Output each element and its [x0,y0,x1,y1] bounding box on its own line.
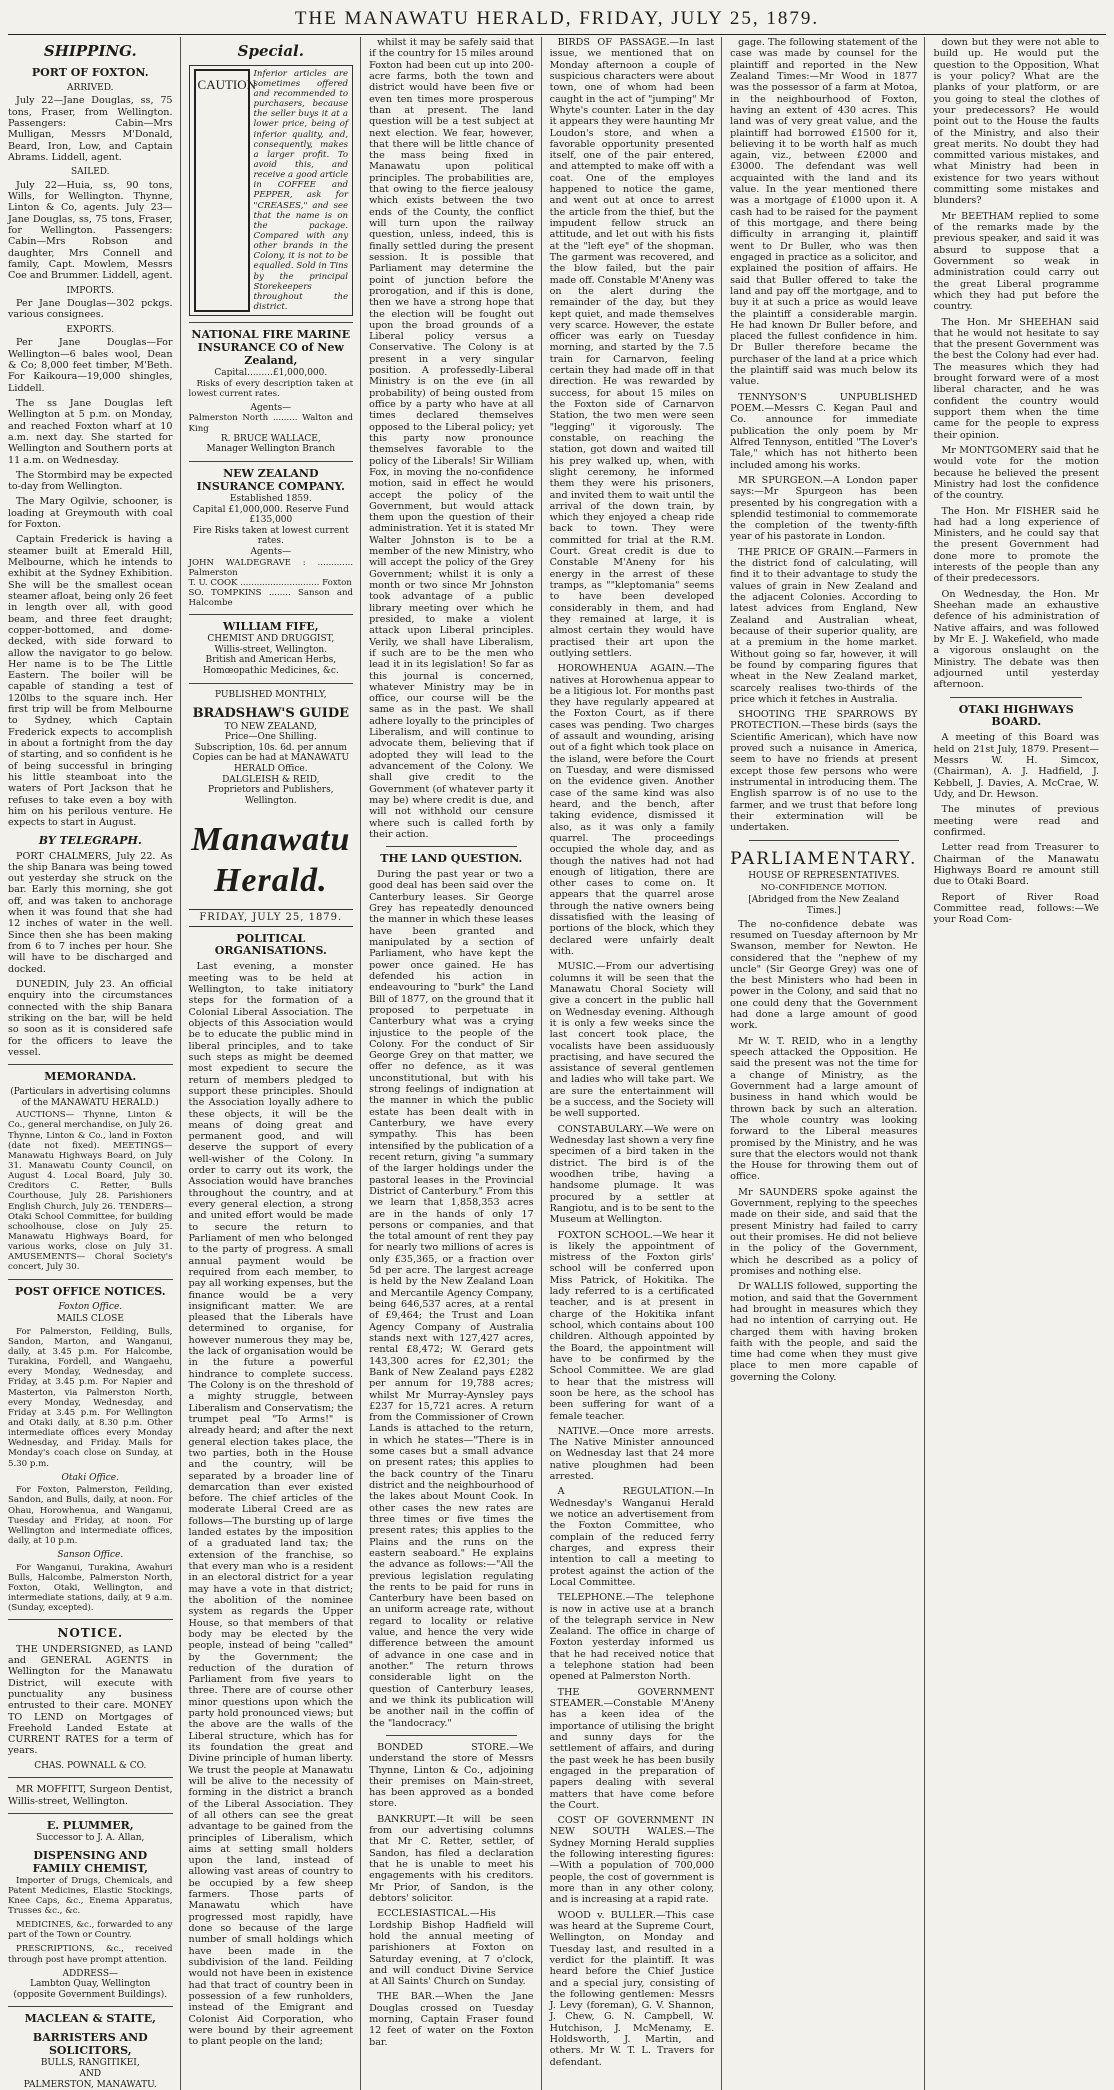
divider [8,1777,173,1778]
notice-text: THE UNDERSIGNED, as LAND and GENERAL AGENTS in Wellington for the Manawatu District, will execute with punctuality any business entrusted to their care. MONEY TO LEND on Mortgages of Freehold Landed Estate at CURRENT RATES for a term of years. [8,1643,173,1757]
caution-ad [189,65,354,316]
news-item: TELEPHONE.—The telephone is now in active use at a branch of the telegraph service in New Zealand. The office in charge of Foxton yesterday informed us that he had received notice that a telephone station had been opened at Palmerston North. [549,1592,715,1683]
nz-insurance-title: NEW ZEALAND INSURANCE COMPANY. [196,466,345,493]
newspaper-flag: Manawatu Herald. [191,821,351,899]
barristers-title: BARRISTERS AND SOLICITORS, [32,2031,148,2058]
foxton-mails-text: For Palmerston, Feilding, Bulls, Sandon, Marton, and Wanganui, daily, at 3.45 p.m. For Halcombe, Turakina, Fordell, and Wangaehu, every Monday, Wednesday, and Friday, at 3.45 p.m. For Napier and Masterton, via Palmerston North, every Monday, Wednesday, and Friday at 3.45 p.m. For Wellington and Otaki daily, at 8.30 p.m. Other intermediate offices every Monday Wednesday, and Friday. Mails for Monday's coach close on Sunday, at 5.30 p.m. [8,1326,173,1469]
national-insurance-agents: Agents— [250,402,292,413]
news-item: BIRDS OF PASSAGE.—In last issue, we mentioned that on Monday afternoon a couple of suspicious characters were about town, one of whom had been caught in the act of "jumping" Mr Whyte's counter. Later in the day it appears they were haunting Mr Loudon's store, and when a favorable opportunity presented itself, one of the pair entered, and attempted to make off with a coat. One of the employes happened to notice the game, and went out at once to arrest the article from the thief, but the impudent fellow struck an attitude, and let out with his fists at the "left eye" of the shopman. The garment was recovered, and the blow failed, but the pair made off. Constable M'Aneny was on the alert during the remainder of the day, but they kept quiet, and made themselves very scarce. However, the estate officer was early on Tuesday morning, and started by the 7.5 train for Carnarvon, feeling certain they had made off in that direction. He was rewarded by success, for about 15 miles on the Foxton side of Carnarvon Station, the two men were seen "legging" it vigorously. The constable, on reaching the station, got down and waited till his prey walked up, when, with slight ceremony, he informed them they were his prisoners, and invited them to wait until the arrival of the down train, by which they enjoyed a cheap ride back to town. They were committed for trial at the R.M. Court. Great credit is due to Constable M'Aneny for his energy in the arrest of these tramps, as ""kleptomania" seems to have been developed considerably in them, and had they remained at large, it is almost certain they would have practised their art upon the outlying settlers. [549,37,715,659]
national-insurance-manager: R. BRUCE WALLACE, [220,433,321,444]
notice-signature: CHAS. POWNALL & CO. [34,1760,147,1771]
divider [189,461,354,462]
telegraph-item: DUNEDIN, July 23. An official enquiry into the circumstances connected with the ship Banara striking on the bar, will be held so soon as it is considered safe for the officers to leave the vessel. [8,978,173,1058]
news-item: NATIVE.—Once more arrests. The Native Minister announced on Wednesday last that 24 more native ploughmen had been arrested. [549,1425,715,1483]
news-item: FOXTON SCHOOL.—We hear it is likely the appointment of mistress of the Foxton girls' school will be conferred upon Miss Patrick, of Hokitika. The lady referred to is a certificated teacher, and is at present in charge of the Hokitika infant school, which contains about 100 children. Although appointed by the Board, the appointment will have to be confirmed by the School Committee. We are glad to hear that the mistress will soon be here, as the school has been suffering for want of a female teacher. [549,1229,715,1422]
otaki-board-report: Report of River Road Committee read, follows:—We your Road Com- [933,891,1099,926]
nz-insurance-established: Established 1859. [229,493,312,504]
columns [8,37,1106,2090]
chemist-title: CHEMIST AND DRUGGIST, [207,634,335,645]
parliamentary-report-continued: The Hon. Mr FISHER said he had had a long experience of Ministers, and he could say that the present Government had done more to promote the interests of the people than any of their predecessors. [933,505,1099,585]
parliamentary-report-continued: Mr MONTGOMERY said that he would vote for the motion because he believed the present Ministry had lost the confidence of the country. [933,444,1099,502]
telegraph-heading: BY TELEGRAPH. [38,833,142,847]
parliamentary-heading: PARLIAMENTARY. [730,848,918,869]
special-heading: Special. [237,42,304,60]
house-heading: HOUSE OF REPRESENTATIVES. [748,870,900,881]
imports-heading: IMPORTS. [66,285,115,296]
news-item: THE GOVERNMENT STEAMER.—Constable M'Aneny has a keen idea of the importance of utilising the bright and sunny days for the settlement of affairs, and during the past week he has been busily engaged in the preparation of papers dealing with several matters that have come before the Court. [549,1686,715,1811]
plummer-body: Importer of Drugs, Chemicals, and Patent Medicines, Elastic Stockings, Knee Caps, &c., Enema Apparatus, Trusses &c., &c. [8,1875,173,1916]
sanson-mails-text: For Wanganui, Turakina, Awahuri Bulls, Halcombe, Palmerston North, Foxton, Otaki, Wellington, and intermediate stations, daily, at 9 a.m. (Sunday, excepted). [8,1562,173,1614]
memoranda-sub: (Particulars in advertising columns of the MANAWATU HERALD.) [10,1087,171,1108]
column-3 [369,37,542,2090]
news-item: HOROWHENUA AGAIN.—The natives at Horowhenua appear to be a litigious lot. For months past they have regularly appeared at the Foxton Court, as if there cases was pending. Two charges of assault and wounding, arising out of a fight which took place on the island, were before the Court on Tuesday, and were dismissed on the evidence given. Another case of the same kind was also heard, and the bench, after taking evidence, dismissed it also, as it was only a family quarrel. The proceedings occupied the whole day, and as though the natives had not had enough of litigation, there are other cases to come on. It appears that the quarrel arose through the native owners being dissatisfied with the leasing of portions of the block, which they declared were unfairly dealt with. [549,663,715,957]
news-item: THE PRICE OF GRAIN.—Farmers in the district fond of calculating, will find it to their advantage to study the values of grain in New Zealand and the adjacent Colonies. According to latest advices from England, New Zealand and Australian wheat, because of their superior quality, are at a premium in the home market. Without going so far, however, it will be found by comparing figures that wheat in the New Zealand market, scarcely realises two-thirds of the price which it fetches in Australia. [730,546,918,705]
news-item: gage. The following statement of the case was made by counsel for the plaintiff and reported in the New Zealand Times:—Mr Wood in 1877 was the possessor of a farm at Motoa, in the neighbourhood of Foxton, having an extent of 430 acres. This land was of very great value, and the plaintiff had borrowed £1500 for it, believing it to be worth half as much again, viz., between £2000 and £3000. The defendant was well acquainted with the land and its value. In the year mentioned there was a mortgage of £1000 upon it. A cash had to be raised for the payment of this mortgage, and there being difficulty in arranging it, plaintiff went to Dr Buller, who was then engaged in practice as a solicitor, and explained the position of affairs. He said that Buller offered to take the land and pay off the mortgage, and to buy it at such a price as would leave the plaintiff a considerable margin. He had known Dr Buller before, and placed the fullest confidence in him. Dr Buller therefore became the purchaser of the land at a price which the plaintiff said was much below its value. [730,37,918,388]
column-5 [730,37,925,2090]
national-insurance-title: NATIONAL FIRE MARINE INSURANCE CO of New Zealand, [191,328,351,367]
moffitt-ad: MR MOFFITT, Surgeon Dentist, Willis-street, Wellington. [8,1784,173,1807]
divider [386,1735,518,1736]
exports-heading: EXPORTS. [66,324,115,335]
otaki-board-report: Letter read from Treasurer to Chairman of the Manawatu Highways Board re amount still due to Otaki Board. [933,842,1099,888]
news-item: SHOOTING THE SPARROWS BY PROTECTION.—These birds (says the Scientific American), which have now proved such a nuisance in America, seem to have no friends at present except those few persons who were instrumental in introducing them. The English sparrow is of no use to the farmer, and we trust that before long their extermination will be undertaken. [730,709,918,834]
post-office-heading: POST OFFICE NOTICES. [14,1284,166,1298]
political-article: Last evening, a monster meeting was to be held at Wellington, to take initiatory steps for the formation of a Colonial Liberal Association. The objects of this Association would be to educate the public mind in liberal principles, and to take such steps as might be deemed most expedient to secure the return of members pledged to support these principles. Should the Association loyally adhere to these objects, it will be the means of doing great and permanent good, and will deserve the support of every well-wisher of the Colony. In order to carry out its work, the Association would have branches throughout the country, and at every general election, a strong and united effort would be made to secure the return to Parliament of men who belonged to the party of progress. A small annual payment would be required from each member, to pay all working expenses, but the finance would be a very insignificant matter. We are pleased that the Liberals have determined to organise, for however numerous they may be, the lack of organisation would be in the future a powerful hindrance to complete success. The Colony is on the threshold of a mighty struggle, between Liberalism and Conservatism; the trumpet peal "To Arms!" is already heard; and after the next general election takes place, the two parties, both in the House and the country, will be separated by a broader line of demarcation than ever existed before. The chief articles of the moderate Liberal Creed are as follows—The bursting up of large landed estates by the imposition of a graduated land tax; the extension of the franchise, so that every man who is a resident in an electoral district for a year may have a vote in that district; the abolition of the nominee system as regards the Upper House, so that members of that body may be elected by the people, instead of being "called" by the Government; the reduction of the duration of Parliament from five years to three. There are of course other minor questions upon which the party hold pronounced views; but the above are the walls of the Liberal structure, which has for its foundation the great and Divine principle of human liberty. We trust the people at Manawatu will be alive to the necessity of forming in the district a branch of the Liberal Association. They of all others can see the great advantage to be gained from the principles of Liberalism, which aims at setting small holders upon the land, instead of allowing vast areas of country to be occupied by a few sheep farmers. Those parts of Manawatu which have progressed most rapidly, have done so because of the large number of small holdings which have been made in the subdivision of the land. Feilding would not have been in existence had that tract of country been in possession of a few runholders, instead of the Emigrant and Colonist Aid Corporation, who were bound by their agreement to plant people on the land; [188,961,354,2048]
political-article-continued: whilst it may be safely said that if the country for 15 miles around Foxton had been cut up into 200-acre farms, both the town and district would have been five or even ten times more prosperous than at present. The land question will be a test subject at next election. We fear, however, that there will be little chance of the mass being fixed in Manawatu upon political principles. The probabilities are, that owing to the fierce jealousy which exists between the two ends of the County, the conflict will turn upon the railway question, unless, indeed, this is finally settled during the present session. It is possible that Parliament may determine the point of junction before the prorogation, and if this is done, then we have a strong hope that the election will be fought out upon the broad grounds of a Liberal policy versus a Conservative. The Colony is at present in a very singular position. A professedly-Liberal Ministry is on the eve (in all probability) of being ousted from office by a party who have at all times declared themselves opposed to the Liberal policy; yet this party now pronounce themselves favorable to the policy of the Liberals! Sir William Fox, in moving the no-confidence motion, said in effect he would accept the policy of the Government, but would attack them upon the question of their administration. Yet it is stated Mr Walter Johnston is to be a member of the new Ministry, who will accept the policy of the Grey Government; whilst it is only a month or two since Mr Johnston took advantage of a public library meeting over which he presided, to make a violent attack upon Liberal principles. Verily, we shall have Liberalism, if such are to be the men who lead it in its legislation! So far as this journal is concerned, whatever Ministry may be in office, our course will be the same as in the past. We shall adhere loyally to the principles of Liberalism, and will continue to advocate them, believing that if adopted they will lead to the advancement of the Colony. We shall give credit to the Government (of whatever party it may be) where credit is due, and will not withhold our censure where such is called forth by their action. [369,37,534,840]
divider [8,1279,173,1280]
column-2 [189,37,362,2090]
arrived-text: July 22—Jane Douglas, ss, 75 tons, Fraser, from Wellington. Passengers: Cabin—Mrs Mulligan, Messrs M'Donald, Beard, Iron, Low, and Captain Abrams. Liddell, agent. [8,95,173,163]
news-item-ecclesiastical: ECCLESIASTICAL.—His Lordship Bishop Hadfield will hold the annual meeting of parishioners at Foxton on Saturday evening, at 7 o'clock, and will conduct Divine Service at All Saints' Church on Sunday. [369,1908,534,1988]
masthead: THE MANAWATU HERALD, FRIDAY, JULY 25, 1879. [294,8,820,29]
shipping-heading: SHIPPING. [43,42,137,60]
bradshaw-price: Price—One Shilling. [224,732,317,743]
political-heading: POLITICAL ORGANISATIONS. [214,931,327,958]
national-insurance-capital: Capital.........£1,000,000. [214,367,328,378]
divider [8,1064,173,1065]
news-item-bankrupt: BANKRUPT.—It will be seen from our advertising columns that Mr C. Retter, settler, of Sandon, has filed a declaration that he is unable to meet his engagements with his creditors. Mr Prior, of Sandon, is the debtors' solicitor. [369,1813,534,1904]
notice-heading: NOTICE. [57,1626,124,1641]
nz-insurance-capital: Capital £1,000,000. Reserve Fund £135,000 [192,504,349,526]
news-item-bar: THE BAR.—When the Jane Douglas crossed on Tuesday morning, Captain Fraser found 12 feet of water on the Foxton bar. [369,1991,534,2048]
column-6 [933,37,1106,2090]
otaki-office-heading: Otaki Office. [61,1472,119,1483]
divider [749,840,899,841]
foxton-office-heading: Foxton Office. [58,1301,123,1312]
plummer-title: DISPENSING AND FAMILY CHEMIST, [32,1848,148,1875]
bradshaw-publishers-location: Proprietors and Publishers, Wellington. [208,785,334,806]
parliamentary-report-continued: Mr BEETHAM replied to some of the remarks made by the previous speaker, and said it was absurd to suppose that a Government so weak in administration could carry out the great Liberal programme which they had put before the country. [933,210,1099,313]
nz-insurance-agent: T. U. COOK ............................. Foxton [188,577,352,588]
maclean-name: MACLEAN & STAITE, [24,2012,156,2026]
news-item: WOOD v. BULLER.—This case was heard at the Supreme Court, Wellington, on Monday and Tuesday last, and resulted in a verdict for the plaintiff. It was heard before the Chief Justice and a special jury, consisting of the following gentlemen: Messrs J. Levy (foreman), G. V. Shannon, J. Chew, G. N. Campbell, W. Hutchison, J. McMenamy, E. Holdsworth, J. Martin, and others. Mr W. T. L. Travers for defendant. [549,1909,715,2068]
plummer-address: Lambton Quay, Wellington (opposite Government Buildings). [13,1979,168,2000]
shipping-paragraph: Captain Frederick is having a steamer built at Emerald Hill, Melbourne, which he intends to exhibit at the Sydney Exhibition. She will be the smallest ocean steamer afloat, being only 26 feet in length over all, with good beam, and three feet draught; copper-bottomed, and dome-decked, with side forward to allow the navigator to go below. Her name is to be The Little Eastern. The boiler will be capable of standing a test of 120lbs to the square inch. Her first trip will be from Melbourne to Sydney, which Captain Frederick expects to accomplish in about a fortnight from the day of starting, and so confident is he of being successful in bringing his little steamboat into the waters of Port Jackson that he refuses to take even a boy with him on his perilous venture. He expects to start in August. [8,534,173,829]
bradshaw-published: PUBLISHED MONTHLY, [214,689,327,700]
abridged-note: [Abridged from the New Zealand Times.] [748,895,900,916]
news-item: MR SPURGEON.—A London paper says:—Mr Spurgeon has been presented by his congregation with a splendid testimonial to commemorate the completion of the twenty-fifth year of his pastorate in London. [730,474,918,543]
otaki-board-report: A meeting of this Board was held on 21st July, 1879. Present—Messrs W. H. Simcox, (Chairman), A. J. Hadfield, J. Kebbell, J. Davies, A. McCrae, W. Udy, and Dr. Hewson. [933,732,1099,800]
plummer-medicines: MEDICINES, &c., forwarded to any part of the Town or Country. [8,1920,173,1941]
news-item: COST OF GOVERNMENT IN NEW SOUTH WALES.—The Sydney Morning Herald supplies the following interesting figures:—With a population of 700,000 people, the cost of government is more than in any other colony, and is increasing at a rapid rate. [549,1815,715,1906]
news-item: MUSIC.—From our advertising columns it will be seen that the Manawatu Choral Society will give a concert in the public hall on Wednesday evening. Although it is only a few weeks since the last concert took place, the vocalists have been assiduously practising, and have secured the assistance of several gentlemen and ladies who will take part. We are sure the entertainment will be a success, and the Society will be well supported. [549,961,715,1120]
nz-insurance-agents: Agents— [250,546,292,557]
caution-text: Inferior articles are sometimes offered and recommended to purchasers, because the seller buys it at a lower price, being of inferior quality, and, consequently, makes a larger profit. To avoid this, and receive a good article in COFFEE and PEPPER, ask for "CREASES," and see that the name is on the package. Compared with any other brands in the Colony, it is not to be equalled. Sold in Tins by the principal Storekeepers throughout the district. [253,68,349,312]
bradshaw-title: BRADSHAW'S GUIDE [192,706,350,722]
issue-date: FRIDAY, JULY 25, 1879. [189,909,354,927]
land-question-article: During the past year or two a good deal has been said over the Canterbury leases. Sir George Grey has repeatedly denounced the manner in which these leases have been granted and manipulated by a section of Parliament, who have kept the power once gained. He has defended his action in endeavouring to "burk" the Land Bill of 1877, on the ground that it proposed to perpetuate in Canterbury what was a crying injustice to the people of the Colony. For the conduct of Sir George Grey on that matter, we offer no defence, as it was unconstitutional, but with his strong feelings of indignation at the manner in which the public estate has been dealt with in Canterbury, we have every sympathy. This has been intensified by the publication of a recent return, giving "a summary of the larger holdings under the pastoral leases in the Provincial District of Canterbury." From this we learn that 1,858,353 acres are in the hands of only 17 persons or companies, and that the total amount of rent they pay for nearly two millions of acres is only £35,365, or a fraction over 5d per acre. The largest acreage is held by the New Zealand Loan and Mercantile Agency Company, being 646,537 acres, at a rental of £9,464; the Trust and Loan Agency Company of Australia stands next with 127,427 acres, rental £8,472; W. Gerard gets 143,300 acres for £2,301; the Bank of New Zealand pays £282 per annum for 19,788 acres; whilst Mr Murray-Aynsley pays £237 for 15,721 acres. A return from the Commissioner of Crown Lands is attached to the return, in which he states—"There is in some cases but a small advance on present rates; this applies to the back country of the Tinaru district and the neighbourhood of the lakes about Mount Cook. In other cases the new rates are three times or five times the present rates; this applies to the Plains and the runs on the eastern seaboard." He explains the advance as follows:—"All the previous legislation regulating the rents to be paid for runs in Canterbury have been based on an uniform acreage rate, without regard to locality or relative value, and hence the very wide difference between the amount of advance in one case and in another." The return throws considerable light on the question of Canterbury leases, and we think its publication will be another nail in the coffin of the "landocracy." [369,869,534,1729]
divider [8,1813,173,1814]
divider [8,2006,173,2007]
palmerston-line: PALMERSTON, MANAWATU. [23,2079,157,2090]
parliamentary-report: Mr W. T. REID, who in a lengthy speech attacked the Opposition. He said the present was not the time for a change of Ministry, as the Government had a large amount of business in hand which would be thrown back by such an alteration. The whole country was looking forward to the Liberal measures promised by the Ministry, and he was sure that the electors would not thank the House for throwing them out of office. [730,1035,918,1183]
news-item-bonded-store: BONDED STORE.—We understand the store of Messrs Thynne, Linton & Co., adjoining their premises on Main-street, has been approved as a bonded store. [369,1741,534,1810]
nz-insurance-body: Fire Risks taken at lowest current rates. [192,525,349,547]
bradshaw-publishers: DALGLEISH & REID, [222,774,320,785]
exports-text: Per Jane Douglas—For Wellington—6 bales wool, Dean & Co; 8,000 feet timber, M'Beth. For Kaikoura—19,000 shingles, Liddell. [8,337,173,394]
shipping-paragraph: The Mary Ogilvie, schooner, is loading at Greymouth with coal for Foxton. [8,496,173,531]
divider [189,322,354,323]
otaki-mails-text: For Foxton, Palmerston, Feilding, Sandon, and Bulls, daily, at noon. For Ohau, Horowhenua, and Wanganui, Tuesday and Friday, at noon. For Wellington and intermediate offices, daily, at 10 p.m. [8,1485,173,1547]
national-insurance-body: Risks of every description taken at lowest current rates. [188,378,354,399]
nz-insurance-agent: JOHN WALDEGRAVE : ............. Palmerston [188,557,354,578]
land-question-heading: THE LAND QUESTION. [380,852,523,866]
plummer-name: E. PLUMMER, [46,1819,134,1832]
plummer-address-heading: ADDRESS— [62,1968,118,1979]
memoranda-heading: MEMORANDA. [44,1070,137,1084]
otaki-board-report: The minutes of previous meeting were read and confirmed. [933,804,1099,838]
parliamentary-report: The no-confidence debate was resumed on Tuesday afternoon by Mr Swanson, member for Newton. He considered that the "nephew of my uncle" (Sir George Grey) was one of the best Ministers who had been in power in the Colony, and said that no one could deny that the Government had done a large amount of good work. [730,918,918,1032]
parliamentary-report: Mr SAUNDERS spoke against the Government, replying to the speeches made on their side, and said that the present Ministry had failed to carry out their promises. He did not believe in the policy of the Government, which he described as a policy of promises and nothing else. [730,1186,918,1277]
bradshaw-sub: TO NEW ZEALAND, [224,721,317,732]
parliamentary-report: Dr WALLIS followed, supporting the motion, and said that the Government had brought in measures which they had no intention of carrying out. He charged them with having broken faith with the people, and said the time had come when they must give place to men more capable of governing the Colony. [730,1281,918,1383]
divider [189,614,354,615]
chemist-goods: British and American Herbs, Homœopathic Medicines, &c. [202,655,339,677]
parliamentary-report-continued: down but they were not able to build up. He would put the question to the Opposition, What is your policy? What are the planks of your platform, or are you going to steal the clothes of your predecessors? He would point out to the House the faults of the Ministry, and also their great merits. No doubt they had committed various mistakes, and what Ministry had been in existence for two years without committing some mistakes and blunders? [933,37,1099,207]
and-line: AND [79,2068,102,2079]
memoranda-text: AUCTIONS— Thynne, Linton & Co., general merchandise, on July 26. Thynne, Linton & Co., land in Foxton (date not fixed). MEETINGS— Manawatu Highways Board, on July 31. Manawatu County Council, on August 4. Local Board, July 30. Creditors C. Retter, Bulls Courthouse, July 28. Parishioners English Church, July 26. TENDERS— Otaki School Committee, for building schoolhouse, close on July 25. Manawatu Highways Board, for various works, close on July 31. AMUSEMENTS— Choral Society's concert, July 30. [8,1110,173,1273]
national-insurance-agent: Palmerston North ......... Walton and King [188,413,354,434]
column-4 [550,37,723,2090]
telegraph-item: PORT CHALMERS, July 22. As the ship Banara was being towed out yesterday she struck on the bar. Early this morning, she got off, and was taken to anchorage when it was found that she had 12 inches of water in the well. Since then she has been making from 6 to 7 inches per hour. She will have to be discharged and docked. [8,850,173,975]
otaki-board-heading: OTAKI HIGHWAYS BOARD. [958,702,1074,729]
caution-mark: CAUTION [194,69,250,312]
national-insurance-branch: Manager Wellington Branch [206,444,336,455]
parliamentary-report-continued: On Wednesday, the Hon. Mr Sheehan made an exhaustive defence of his administration of Native affairs, and was followed by Mr E. J. Wakefield, who made a vigorous onslaught on the Ministry. The debate was then adjourned until yesterday afternoon. [933,588,1099,691]
shipping-paragraph: The Stormbird may be expected to-day from Wellington. [8,469,173,493]
nz-insurance-agent: SO. TOMPKINS ........ Sanson and Halcombe [188,587,354,609]
sanson-office-heading: Sanson Office. [57,1550,124,1561]
bulls-line: BULLS, RANGITIKEI, [40,2058,140,2069]
divider [950,697,1082,698]
sailed-heading: SAILED. [71,167,110,178]
sailed-text: July 22—Huia, ss, 90 tons, Wills, for Wellington. Thynne, Linton & Co, agents. July 23—Jane Douglas, ss, 75 tons, Fraser, for Wellington. Passengers: Cabin—Mrs Robson and daughter, Mrs Connell and family, Capt. Mowlem, Messrs Coe and Brummer. Liddell, agent. [8,179,173,282]
news-item: TENNYSON'S UNPUBLISHED POEM.—Messrs C. Kegan Paul and Co. announce for immediate publication the only poem by Mr Alfred Tennyson, entitled "The Lover's Tale," which has not hitherto been included among his works. [730,391,918,471]
plummer-successor: Successor to J. A. Allan, [36,1832,145,1843]
news-item: A REGULATION.—In Wednesday's Wanganui Herald we notice an advertisement from the Foxton Committee, who complain of the reduced ferry charges, and express their intention to call a meeting to protest against the action of the Local Committee. [549,1486,715,1588]
divider [386,846,518,847]
chemist-name: WILLIAM FIFE, [222,620,319,634]
news-item: CONSTABULARY.—We were on Wednesday last shown a very fine specimen of a bird taken in the district. The bird is of the woodhen tribe, having a handsome plumage. It was procured by a settler at Rangiotu, and is to be sent to the Museum at Wellington. [549,1123,715,1226]
parliamentary-report-continued: The Hon. Mr SHEEHAN said that he would not hesitate to say that the present Government was the best the Colony had ever had. The measures which they had brought forward were of a most liberal character, and he was confident the country would support them when the time came for the people to express their opinion. [933,316,1099,441]
port-heading: PORT OF FOXTON. [31,65,149,79]
bradshaw-subscription: Subscription, 10s. 6d. per annum [194,742,347,753]
mails-close-heading: MAILS CLOSE [56,1314,124,1325]
divider [189,683,354,684]
arrived-heading: ARRIVED. [67,82,114,93]
masthead-rule [8,34,1106,35]
column-1 [8,37,181,2090]
chemist-address: Willis-street, Wellington. [214,644,328,655]
bradshaw-copies: Copies can be had at MANAWATU HERALD Office. [192,753,350,775]
shipping-paragraph: The ss Jane Douglas left Wellington at 5 p.m. on Monday, and reached Foxton wharf at 10 a.m. next day. She started for Wellington and Southern ports at 11 a.m. on Wednesday. [8,397,173,466]
motion-heading: NO-CONFIDENCE MOTION. [760,883,887,894]
divider [8,1619,173,1620]
imports-text: Per Jane Douglas—302 pckgs. various consignees. [8,298,173,321]
plummer-prescriptions: PRESCRIPTIONS, &c., received through post have prompt attention. [8,1944,173,1965]
